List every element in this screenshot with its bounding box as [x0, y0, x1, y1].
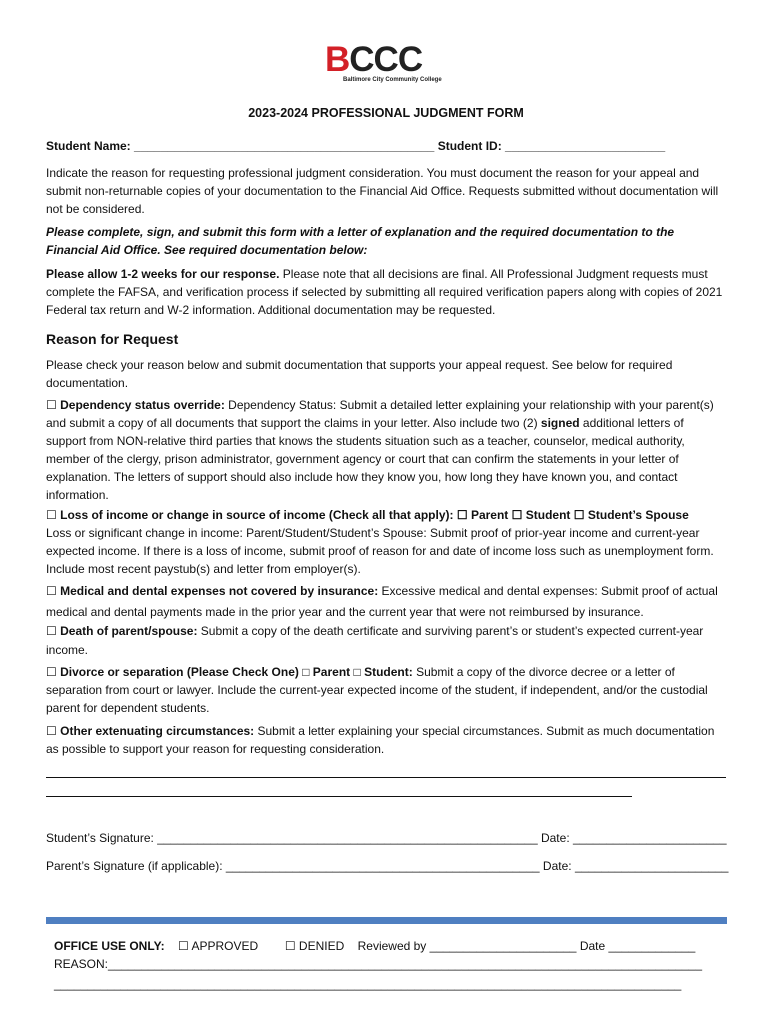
student-name-field[interactable]: _____________________________________________: [134, 139, 435, 153]
item-divorce: [46, 663, 726, 717]
explanation-line-1[interactable]: [46, 777, 726, 778]
item-income: [46, 506, 726, 578]
student-name-row: [46, 137, 726, 155]
medical-text: Excessive medical and dental expenses: Submit proof of actual medical and dental payments made in the prior year and the current year that were not reimbursed by insurance.: [46, 584, 718, 619]
response-time-text: Please note that all decisions are final. All Professional Judgment requests must complete the FAFSA, and verification process if selected by submitting all required verification papers along with copies of 2021 Federal tax return and W-2 information. Additional documentation may be requested.: [46, 267, 723, 317]
income-text: Loss or significant change in income: Parent/Student/Student’s Spouse: Submit proof of prior-year income and current-year expected income. If there is a loss of income, submit proof of reason for and date of income loss such as unemployment form. Include most recent paystub(s) and letter from employer(s).: [46, 526, 714, 576]
reason-heading: Reason for Request: [46, 331, 179, 347]
dependency-signed: signed: [540, 416, 580, 430]
death-text: Submit a copy of the death certificate and surviving parent’s or student’s expected current-year income.: [46, 624, 704, 657]
student-id-label: Student ID:: [437, 139, 502, 153]
other-text: Submit a letter explaining your special circumstances. Submit as much documentation as possible to support your reason for requesting consideration.: [46, 724, 715, 756]
item-dependency: [46, 396, 726, 504]
student-signature-row: [46, 829, 726, 847]
explanation-line-2[interactable]: [46, 796, 632, 797]
parent-date-field[interactable]: _______________________: [574, 859, 729, 873]
student-date-label: Date:: [540, 831, 570, 845]
student-date-field[interactable]: _______________________: [573, 831, 727, 845]
office-reviewed-field[interactable]: ______________________: [429, 939, 577, 953]
item-medical: [46, 581, 726, 623]
death-checkbox[interactable]: ☐: [46, 624, 57, 638]
office-reason-label: REASON:: [54, 957, 109, 971]
income-label: Loss of income or change in source of income (Check all that apply):: [60, 508, 454, 522]
office-denied-checkbox[interactable]: ☐ DENIED: [284, 939, 345, 953]
dependency-label: Dependency status override:: [60, 398, 225, 412]
student-id-field[interactable]: ________________________: [505, 139, 666, 153]
medical-label: Medical and dental expenses not covered by insurance:: [60, 584, 379, 598]
divorce-label: Divorce or separation (Please Check One): [60, 665, 299, 679]
parent-signature-row: [46, 857, 729, 875]
income-checkbox[interactable]: ☐: [46, 508, 57, 522]
divorce-option-parent[interactable]: □ Parent: [302, 665, 351, 679]
logo-mark: [325, 40, 437, 79]
parent-signature-label: Parent’s Signature (if applicable):: [46, 859, 223, 873]
instruction-paragraph: Please complete, sign, and submit this form with a letter of explanation and the required documentation to the Financial Aid Office. See required documentation below:: [46, 225, 675, 257]
item-death: [46, 622, 726, 660]
response-time-paragraph: [46, 265, 726, 319]
reason-intro: Please check your reason below and submit documentation that supports your appeal request. See below for required documentation.: [46, 358, 673, 390]
office-approved-checkbox[interactable]: ☐ APPROVED: [178, 939, 259, 953]
logo-letter-b: B: [325, 40, 350, 79]
divorce-text: Submit a copy of the divorce decree or a letter of separation from court or lawyer. Include the current-year expected income of the student, if independent, and/or the custodial parent for dependent students.: [46, 665, 708, 715]
income-option-spouse[interactable]: ☐ Student’s Spouse: [573, 508, 689, 522]
logo-letters-ccc: CCC: [349, 40, 423, 79]
income-header-row: [46, 506, 726, 524]
parent-signature-field[interactable]: _______________________________________________: [225, 859, 540, 873]
income-option-student[interactable]: ☐ Student: [511, 508, 571, 522]
other-label: Other extenuating circumstances:: [60, 724, 255, 738]
divorce-checkbox[interactable]: ☐: [46, 665, 57, 679]
office-divider-bar: [46, 917, 727, 924]
dependency-text-1: Dependency Status: Submit a detailed letter explaining your relationship with your parent(s) and submit a copy of all documents that support the claims in your letter. Also include two (2): [46, 398, 714, 430]
office-reason-row-2: [54, 975, 734, 993]
office-reason-field-2[interactable]: ______________________________________________________________________________________________: [54, 977, 682, 991]
intro-paragraph: Indicate the reason for requesting professional judgment consideration. You must document the reason for your appeal and submit non-returnable copies of your documentation to the Financial Aid Office. Requests submitted without documentation will not be considered.: [46, 166, 719, 216]
other-checkbox[interactable]: ☐: [46, 724, 57, 738]
bccc-logo: [325, 40, 442, 92]
response-time-bold: Please allow 1-2 weeks for our response.: [46, 267, 280, 281]
office-reason-row: [54, 955, 734, 973]
divorce-option-student[interactable]: □ Student:: [353, 665, 413, 679]
dependency-text-2: additional letters of support from NON-relative third parties that knows the students situation such as a teacher, counselor, medical authority, member of the clergy, prison administrator, government agency or court that can confirm the statements in your letter of explanation. The letters of support should also include how they know you, how long they have known you, and contact information.: [46, 416, 685, 502]
student-signature-field[interactable]: _________________________________________________________: [157, 831, 538, 845]
office-date-field[interactable]: _____________: [608, 939, 696, 953]
dependency-checkbox[interactable]: ☐: [46, 398, 57, 412]
form-title: 2023-2024 PROFESSIONAL JUDGMENT FORM: [248, 106, 524, 120]
student-name-label: Student Name:: [46, 139, 131, 153]
office-reviewed-label: Reviewed by: [357, 939, 427, 953]
medical-checkbox[interactable]: ☐: [46, 584, 57, 598]
office-use-label: OFFICE USE ONLY:: [54, 939, 165, 953]
parent-date-label: Date:: [542, 859, 572, 873]
item-other: [46, 722, 726, 758]
student-signature-label: Student’s Signature:: [46, 831, 154, 845]
office-date-label: Date: [579, 939, 606, 953]
death-label: Death of parent/spouse:: [60, 624, 198, 638]
logo-subtitle: Baltimore City Community College: [343, 77, 442, 83]
office-reason-field[interactable]: _________________________________________________________________________________________: [108, 957, 702, 971]
office-use-row: [54, 937, 734, 955]
income-option-parent[interactable]: ☐ Parent: [456, 508, 509, 522]
